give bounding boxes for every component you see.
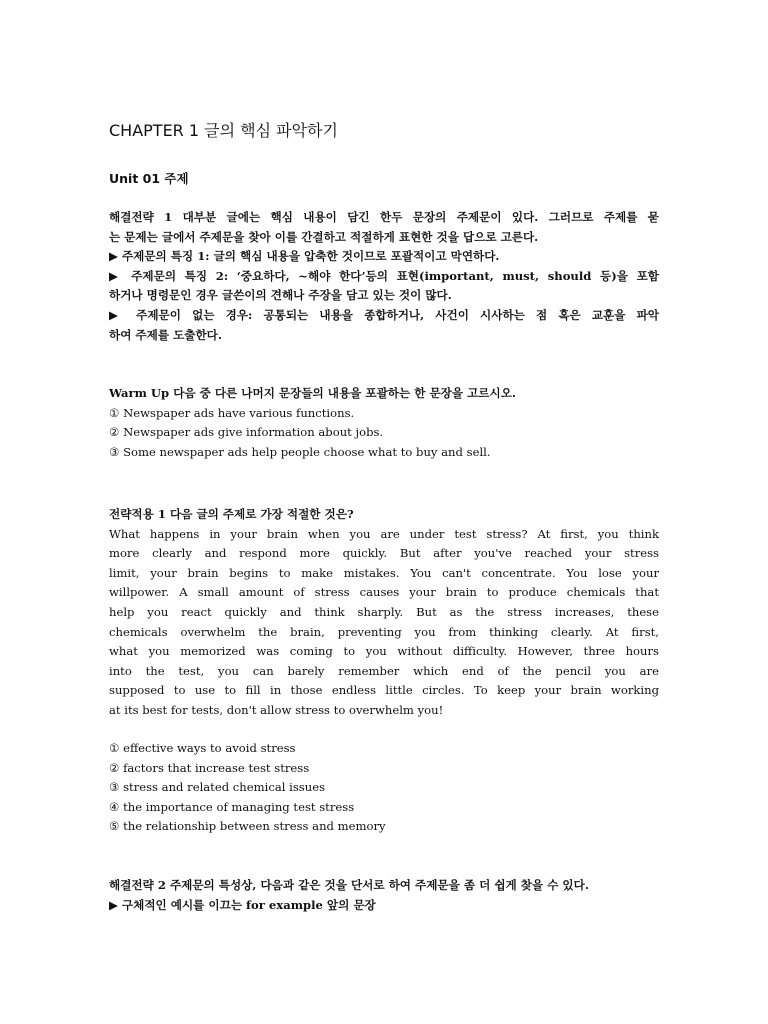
answer-choice: ② factors that increase test stress	[109, 760, 310, 775]
passage-line: chemicals overwhelm the brain, preventing you from thinking clearly. At first,	[109, 624, 659, 639]
strategy-2-line: 해결전략 2 주제문의 특성상, 다음과 같은 것을 단서로 하여 주제문을 좀 더 쉽게 찾을 수 있다.	[109, 878, 589, 892]
strategy-1-line: 는 문제는 글에서 주제문을 찾아 이를 간결하고 적절하게 표현한 것을 답으로 고른다.	[109, 229, 539, 244]
exercise-1-prompt: 전략적용 1 다음 글의 주제로 가장 적절한 것은?	[109, 507, 354, 521]
strategy-2-section	[109, 876, 659, 915]
warm-up-option: ① Newspaper ads have various functions.	[109, 405, 355, 420]
warm-up-option: ③ Some newspaper ads help people choose what to buy and sell.	[109, 444, 491, 459]
passage-line: What happens in your brain when you are under test stress? At first, you think	[109, 526, 659, 541]
strategy-2-bullet-1: ▶ 구체적인 예시를 이끄는 for example 앞의 문장	[109, 897, 376, 912]
strategy-1-section	[109, 208, 659, 345]
warm-up-option: ② Newspaper ads give information about jobs.	[109, 425, 384, 440]
warm-up-section	[109, 384, 659, 462]
strategy-1-bullet-2-line: ▶ 주제문의 특징 2: ‘중요하다, ~해야 한다’등의 표현(important, must, should 등)을 포함	[109, 268, 659, 283]
passage-line: supposed to use to fill in those endless little circles. To keep your brain working	[109, 683, 659, 698]
passage-line: willpower. A small amount of stress causes your brain to produce chemicals that	[109, 585, 659, 600]
passage-line: limit, your brain begins to make mistakes. You can't concentrate. You lose your	[109, 565, 659, 580]
strategy-1-bullet-1: ▶ 주제문의 특징 1: 글의 핵심 내용을 압축한 것이므로 포괄적이고 막연하다.	[109, 249, 500, 264]
chapter-title: CHAPTER 1 글의 핵심 파악하기	[109, 121, 338, 140]
strategy-1-bullet-3-line: 하여 주제를 도출한다.	[109, 327, 222, 342]
answer-choice: ⑤ the relationship between stress and memory	[109, 819, 386, 834]
warm-up-prompt: Warm Up 다음 중 다른 나머지 문장들의 내용을 포괄하는 한 문장을 고르시오.	[109, 386, 516, 400]
answer-choice: ④ the importance of managing test stress	[109, 799, 355, 814]
exercise-1-choices	[109, 739, 659, 837]
answer-choice: ① effective ways to avoid stress	[109, 741, 296, 755]
passage-line: into the test, you can barely remember which end of the pencil you are	[109, 663, 659, 678]
exercise-1-section	[109, 505, 659, 721]
answer-choice: ③ stress and related chemical issues	[109, 780, 326, 795]
strategy-1-bullet-3-line: ▶ 주제문이 없는 경우: 공통되는 내용을 종합하거나, 사건이 시사하는 점 혹은 교훈을 파악	[109, 307, 659, 322]
passage-line: at its best for tests, don't allow stress to overwhelm you!	[109, 702, 444, 717]
passage-line: what you memorized was coming to you without difficulty. However, three hours	[109, 644, 659, 659]
exercise-1-passage	[109, 525, 659, 721]
strategy-1-bullet-2-line: 하거나 명령문인 경우 글쓴이의 견해나 주장을 담고 있는 것이 많다.	[109, 288, 452, 303]
strategy-1-line: 해결전략 1 대부분 글에는 핵심 내용이 담긴 한두 문장의 주제문이 있다. 그러므로 주제를 묻	[109, 210, 659, 224]
unit-title: Unit 01 주제	[109, 171, 189, 186]
passage-line: more clearly and respond more quickly. But after you've reached your stress	[109, 546, 659, 561]
passage-line: help you react quickly and think sharply. But as the stress increases, these	[109, 604, 659, 619]
